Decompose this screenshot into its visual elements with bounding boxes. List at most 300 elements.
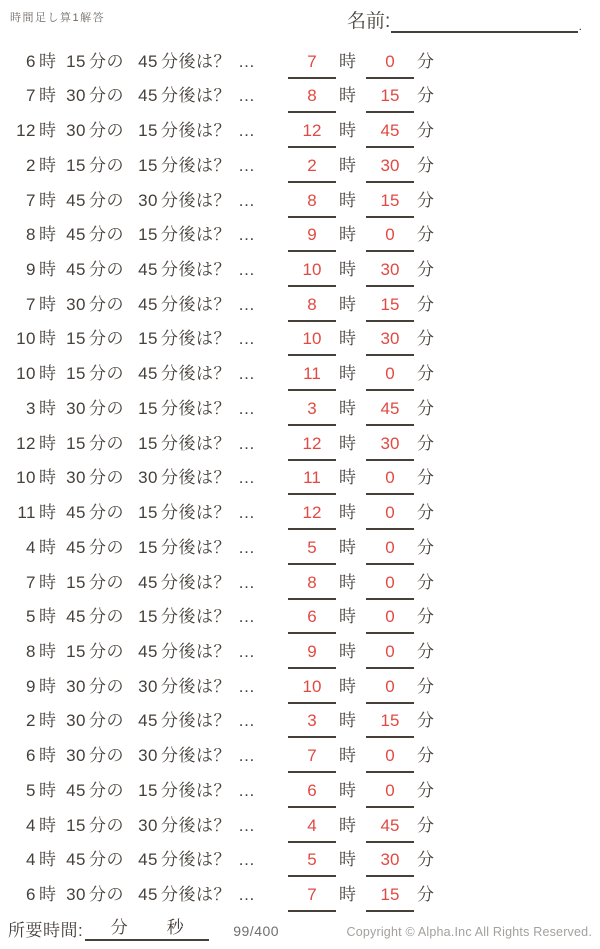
answer-minute: 15 — [366, 294, 414, 322]
problem-hour: 10 — [16, 329, 36, 349]
minute-no-label: 分の — [89, 155, 124, 175]
problem-row — [0, 634, 436, 669]
answer-minute: 45 — [366, 815, 414, 843]
answer-minute: 0 — [366, 537, 414, 565]
problem-minute: 30 — [66, 676, 86, 696]
answer-minute-label: 分 — [417, 537, 435, 557]
problem-row — [0, 356, 436, 391]
after-question-label: 分後は？ — [161, 607, 231, 627]
answer-hour-label: 時 — [339, 850, 357, 870]
problem-hour: 7 — [26, 86, 36, 106]
problem-row — [0, 218, 436, 253]
problem-add-minutes: 45 — [138, 572, 158, 592]
problem-minute: 30 — [66, 746, 86, 766]
ellipsis: … — [238, 155, 255, 175]
problem-row — [0, 565, 436, 600]
answer-minute-label: 分 — [417, 503, 435, 523]
answer-minute: 30 — [366, 849, 414, 877]
answer-minute-label: 分 — [417, 815, 435, 835]
problem-hour: 2 — [26, 711, 36, 731]
problem-add-minutes: 45 — [138, 641, 158, 661]
after-question-label: 分後は？ — [161, 121, 231, 141]
problem-hour: 5 — [26, 607, 36, 627]
problem-hour: 8 — [26, 225, 36, 245]
after-question-label: 分後は？ — [161, 815, 231, 835]
problem-minute: 15 — [66, 815, 86, 835]
ellipsis: … — [238, 433, 255, 453]
hour-label: 時 — [39, 780, 57, 800]
hour-label: 時 — [39, 86, 57, 106]
answer-hour-label: 時 — [339, 51, 357, 71]
ellipsis: … — [238, 607, 255, 627]
problem-add-minutes: 15 — [138, 537, 158, 557]
minute-no-label: 分の — [89, 433, 124, 453]
problem-hour: 9 — [26, 676, 36, 696]
ellipsis: … — [238, 468, 255, 488]
name-field — [347, 6, 582, 33]
answer-hour-label: 時 — [339, 607, 357, 627]
answer-hour-label: 時 — [339, 884, 357, 904]
problem-add-minutes: 45 — [138, 850, 158, 870]
answer-minute-label: 分 — [417, 51, 435, 71]
answer-minute: 15 — [366, 190, 414, 218]
problem-add-minutes: 15 — [138, 503, 158, 523]
answer-hour: 11 — [288, 467, 336, 495]
ellipsis: … — [238, 850, 255, 870]
answer-hour: 5 — [288, 849, 336, 877]
problem-hour: 6 — [26, 746, 36, 766]
answer-minute: 0 — [366, 224, 414, 252]
answer-minute: 45 — [366, 120, 414, 148]
after-question-label: 分後は？ — [161, 746, 231, 766]
ellipsis: … — [238, 260, 255, 280]
copyright-text: Copyright © Alpha.Inc All Rights Reserved. — [346, 925, 592, 939]
minute-no-label: 分の — [89, 780, 124, 800]
problem-minute: 30 — [66, 121, 86, 141]
after-question-label: 分後は？ — [161, 155, 231, 175]
minute-no-label: 分の — [89, 364, 124, 384]
minute-no-label: 分の — [89, 190, 124, 210]
answer-hour: 5 — [288, 537, 336, 565]
hour-label: 時 — [39, 364, 57, 384]
answer-minute: 0 — [366, 572, 414, 600]
problem-minute: 45 — [66, 190, 86, 210]
problem-minute: 45 — [66, 850, 86, 870]
minute-no-label: 分の — [89, 468, 124, 488]
answer-minute-label: 分 — [417, 121, 435, 141]
minute-no-label: 分の — [89, 260, 124, 280]
answer-minute: 0 — [366, 502, 414, 530]
answer-hour-label: 時 — [339, 121, 357, 141]
answer-minute-label: 分 — [417, 260, 435, 280]
answer-minute-label: 分 — [417, 225, 435, 245]
problem-add-minutes: 45 — [138, 260, 158, 280]
minute-no-label: 分の — [89, 711, 124, 731]
name-label: 名前: — [347, 11, 391, 32]
hour-label: 時 — [39, 294, 57, 314]
answer-minute-label: 分 — [417, 294, 435, 314]
problem-minute: 45 — [66, 260, 86, 280]
answer-minute-label: 分 — [417, 641, 435, 661]
problem-add-minutes: 30 — [138, 190, 158, 210]
answer-hour-label: 時 — [339, 294, 357, 314]
answer-hour: 8 — [288, 85, 336, 113]
problem-row — [0, 530, 436, 565]
problem-add-minutes: 45 — [138, 884, 158, 904]
answer-hour-label: 時 — [339, 329, 357, 349]
ellipsis: … — [238, 398, 255, 418]
problem-add-minutes: 45 — [138, 51, 158, 71]
answer-hour: 10 — [288, 676, 336, 704]
answer-minute-label: 分 — [417, 676, 435, 696]
after-question-label: 分後は？ — [161, 329, 231, 349]
problem-add-minutes: 15 — [138, 329, 158, 349]
answer-minute: 0 — [366, 676, 414, 704]
answer-hour: 8 — [288, 294, 336, 322]
after-question-label: 分後は？ — [161, 364, 231, 384]
answer-hour-label: 時 — [339, 503, 357, 523]
minute-no-label: 分の — [89, 746, 124, 766]
problem-hour: 6 — [26, 51, 36, 71]
answer-hour: 2 — [288, 155, 336, 183]
answer-hour-label: 時 — [339, 676, 357, 696]
answer-minute: 0 — [366, 780, 414, 808]
ellipsis: … — [238, 190, 255, 210]
answer-hour: 12 — [288, 120, 336, 148]
answer-hour: 4 — [288, 815, 336, 843]
page-number: 99/400 — [233, 923, 280, 939]
problem-hour: 4 — [26, 537, 36, 557]
answer-minute-label: 分 — [417, 572, 435, 592]
problem-hour: 11 — [17, 503, 36, 523]
problem-minute: 45 — [66, 503, 86, 523]
after-question-label: 分後は？ — [161, 850, 231, 870]
hour-label: 時 — [39, 572, 57, 592]
answer-hour-label: 時 — [339, 155, 357, 175]
answer-hour-label: 時 — [339, 364, 357, 384]
problem-minute: 15 — [66, 641, 86, 661]
answer-minute-label: 分 — [417, 468, 435, 488]
after-question-label: 分後は？ — [161, 190, 231, 210]
hour-label: 時 — [39, 641, 57, 661]
minute-no-label: 分の — [89, 676, 124, 696]
problem-row — [0, 287, 436, 322]
after-question-label: 分後は？ — [161, 711, 231, 731]
problem-hour: 7 — [26, 572, 36, 592]
problem-add-minutes: 15 — [138, 155, 158, 175]
answer-hour: 8 — [288, 572, 336, 600]
answer-minute-label: 分 — [417, 155, 435, 175]
hour-label: 時 — [39, 398, 57, 418]
problem-add-minutes: 15 — [138, 225, 158, 245]
ellipsis: … — [238, 364, 255, 384]
answer-hour: 11 — [288, 363, 336, 391]
answer-hour: 6 — [288, 606, 336, 634]
problem-add-minutes: 30 — [138, 676, 158, 696]
problem-row — [0, 704, 436, 739]
problem-minute: 45 — [66, 607, 86, 627]
problem-hour: 5 — [26, 780, 36, 800]
answer-hour-label: 時 — [339, 468, 357, 488]
answer-hour-label: 時 — [339, 260, 357, 280]
problem-minute: 45 — [66, 780, 86, 800]
answer-hour: 3 — [288, 398, 336, 426]
answer-minute: 0 — [366, 641, 414, 669]
ellipsis: … — [238, 711, 255, 731]
problem-hour: 7 — [26, 190, 36, 210]
after-question-label: 分後は？ — [161, 537, 231, 557]
page-title: 時間足し算1解答 — [10, 12, 106, 24]
problem-add-minutes: 45 — [138, 711, 158, 731]
hour-label: 時 — [39, 711, 57, 731]
answer-hour: 7 — [288, 884, 336, 912]
answer-minute: 30 — [366, 328, 414, 356]
minute-no-label: 分の — [89, 572, 124, 592]
hour-label: 時 — [39, 468, 57, 488]
problem-add-minutes: 15 — [138, 433, 158, 453]
problem-hour: 10 — [16, 364, 36, 384]
after-question-label: 分後は？ — [161, 641, 231, 661]
hour-label: 時 — [39, 329, 57, 349]
answer-minute-label: 分 — [417, 86, 435, 106]
minute-no-label: 分の — [89, 398, 124, 418]
problem-row — [0, 391, 436, 426]
answer-minute-label: 分 — [417, 780, 435, 800]
problem-minute: 15 — [66, 433, 86, 453]
answer-minute: 15 — [366, 85, 414, 113]
minute-no-label: 分の — [89, 503, 124, 523]
problem-row — [0, 738, 436, 773]
answer-minute: 0 — [366, 467, 414, 495]
problem-hour: 12 — [16, 121, 36, 141]
problem-minute: 15 — [66, 364, 86, 384]
answer-hour: 3 — [288, 710, 336, 738]
answer-minute-label: 分 — [417, 884, 435, 904]
problem-add-minutes: 30 — [138, 815, 158, 835]
ellipsis: … — [238, 294, 255, 314]
answer-minute: 0 — [366, 51, 414, 79]
problem-add-minutes: 30 — [138, 746, 158, 766]
problem-minute: 30 — [66, 86, 86, 106]
problem-minute: 15 — [66, 572, 86, 592]
minute-no-label: 分の — [89, 884, 124, 904]
problem-minute: 15 — [66, 51, 86, 71]
problem-row — [0, 461, 436, 496]
problem-row — [0, 669, 436, 704]
required-time-input-line — [85, 919, 209, 941]
answer-hour-label: 時 — [339, 780, 357, 800]
problem-add-minutes: 45 — [138, 86, 158, 106]
problem-minute: 45 — [66, 537, 86, 557]
hour-label: 時 — [39, 225, 57, 245]
answer-minute: 0 — [366, 745, 414, 773]
problem-hour: 2 — [26, 155, 36, 175]
answer-hour-label: 時 — [339, 641, 357, 661]
answer-hour: 10 — [288, 259, 336, 287]
after-question-label: 分後は？ — [161, 468, 231, 488]
problem-row — [0, 877, 436, 912]
problem-row — [0, 148, 436, 183]
name-line-suffix: . — [578, 19, 582, 33]
minute-no-label: 分の — [89, 537, 124, 557]
after-question-label: 分後は？ — [161, 572, 231, 592]
minute-no-label: 分の — [89, 86, 124, 106]
problem-row — [0, 322, 436, 357]
after-question-label: 分後は？ — [161, 780, 231, 800]
ellipsis: … — [238, 676, 255, 696]
problem-hour: 7 — [26, 294, 36, 314]
problem-add-minutes: 15 — [138, 780, 158, 800]
problem-hour: 4 — [26, 815, 36, 835]
hour-label: 時 — [39, 676, 57, 696]
hour-label: 時 — [39, 260, 57, 280]
hour-label: 時 — [39, 537, 57, 557]
problem-minute: 30 — [66, 468, 86, 488]
answer-minute: 30 — [366, 155, 414, 183]
answer-minute-label: 分 — [417, 190, 435, 210]
after-question-label: 分後は？ — [161, 398, 231, 418]
problem-hour: 10 — [16, 468, 36, 488]
ellipsis: … — [238, 329, 255, 349]
ellipsis: … — [238, 503, 255, 523]
hour-label: 時 — [39, 884, 57, 904]
answer-hour: 9 — [288, 641, 336, 669]
problems-list — [0, 44, 436, 912]
after-question-label: 分後は？ — [161, 51, 231, 71]
answer-hour-label: 時 — [339, 398, 357, 418]
problem-row — [0, 252, 436, 287]
answer-hour-label: 時 — [339, 711, 357, 731]
problem-hour: 6 — [26, 884, 36, 904]
ellipsis: … — [238, 51, 255, 71]
hour-label: 時 — [39, 121, 57, 141]
problem-add-minutes: 15 — [138, 607, 158, 627]
minute-no-label: 分の — [89, 121, 124, 141]
problem-hour: 12 — [16, 433, 36, 453]
problem-hour: 3 — [26, 398, 36, 418]
after-question-label: 分後は？ — [161, 260, 231, 280]
hour-label: 時 — [39, 815, 57, 835]
hour-label: 時 — [39, 503, 57, 523]
answer-minute: 15 — [366, 710, 414, 738]
answer-minute-label: 分 — [417, 329, 435, 349]
hour-label: 時 — [39, 850, 57, 870]
answer-hour-label: 時 — [339, 815, 357, 835]
minute-no-label: 分の — [89, 294, 124, 314]
after-question-label: 分後は？ — [161, 225, 231, 245]
answer-minute-label: 分 — [417, 364, 435, 384]
seconds-unit-label: 秒 — [166, 918, 184, 937]
problem-row — [0, 843, 436, 878]
answer-hour-label: 時 — [339, 225, 357, 245]
answer-hour-label: 時 — [339, 86, 357, 106]
hour-label: 時 — [39, 746, 57, 766]
answer-hour: 10 — [288, 328, 336, 356]
hour-label: 時 — [39, 51, 57, 71]
minute-no-label: 分の — [89, 225, 124, 245]
problem-minute: 30 — [66, 711, 86, 731]
answer-hour-label: 時 — [339, 537, 357, 557]
answer-minute-label: 分 — [417, 850, 435, 870]
problem-minute: 30 — [66, 398, 86, 418]
answer-minute: 30 — [366, 433, 414, 461]
ellipsis: … — [238, 572, 255, 592]
answer-minute: 15 — [366, 884, 414, 912]
answer-hour: 12 — [288, 502, 336, 530]
ellipsis: … — [238, 884, 255, 904]
problem-add-minutes: 45 — [138, 294, 158, 314]
hour-label: 時 — [39, 607, 57, 627]
answer-minute-label: 分 — [417, 607, 435, 627]
after-question-label: 分後は？ — [161, 676, 231, 696]
problem-minute: 45 — [66, 225, 86, 245]
minute-no-label: 分の — [89, 51, 124, 71]
after-question-label: 分後は？ — [161, 294, 231, 314]
answer-hour-label: 時 — [339, 746, 357, 766]
minute-no-label: 分の — [89, 329, 124, 349]
after-question-label: 分後は？ — [161, 503, 231, 523]
minutes-unit-label: 分 — [110, 918, 128, 937]
ellipsis: … — [238, 746, 255, 766]
name-input-line — [391, 8, 577, 33]
problem-row — [0, 113, 436, 148]
answer-minute-label: 分 — [417, 398, 435, 418]
footer — [8, 916, 592, 941]
answer-hour-label: 時 — [339, 572, 357, 592]
answer-minute: 0 — [366, 363, 414, 391]
problem-row — [0, 808, 436, 843]
answer-hour-label: 時 — [339, 433, 357, 453]
ellipsis: … — [238, 225, 255, 245]
answer-minute: 45 — [366, 398, 414, 426]
ellipsis: … — [238, 815, 255, 835]
answer-hour: 7 — [288, 51, 336, 79]
minute-no-label: 分の — [89, 641, 124, 661]
answer-minute: 30 — [366, 259, 414, 287]
answer-minute-label: 分 — [417, 711, 435, 731]
problem-row — [0, 495, 436, 530]
problem-row — [0, 79, 436, 114]
ellipsis: … — [238, 121, 255, 141]
answer-hour: 12 — [288, 433, 336, 461]
answer-hour: 6 — [288, 780, 336, 808]
after-question-label: 分後は？ — [161, 433, 231, 453]
problem-row — [0, 44, 436, 79]
problem-add-minutes: 15 — [138, 121, 158, 141]
answer-hour-label: 時 — [339, 190, 357, 210]
problem-minute: 30 — [66, 884, 86, 904]
problem-hour: 9 — [26, 260, 36, 280]
answer-minute-label: 分 — [417, 433, 435, 453]
problem-row — [0, 773, 436, 808]
problem-minute: 15 — [66, 329, 86, 349]
minute-no-label: 分の — [89, 850, 124, 870]
required-time-label: 所要時間: — [8, 921, 84, 940]
answer-hour: 7 — [288, 745, 336, 773]
problem-minute: 30 — [66, 294, 86, 314]
hour-label: 時 — [39, 433, 57, 453]
minute-no-label: 分の — [89, 607, 124, 627]
problem-add-minutes: 45 — [138, 364, 158, 384]
problem-hour: 4 — [26, 850, 36, 870]
problem-add-minutes: 30 — [138, 468, 158, 488]
after-question-label: 分後は？ — [161, 86, 231, 106]
ellipsis: … — [238, 86, 255, 106]
problem-hour: 8 — [26, 641, 36, 661]
answer-hour: 9 — [288, 224, 336, 252]
hour-label: 時 — [39, 155, 57, 175]
problem-row — [0, 600, 436, 635]
